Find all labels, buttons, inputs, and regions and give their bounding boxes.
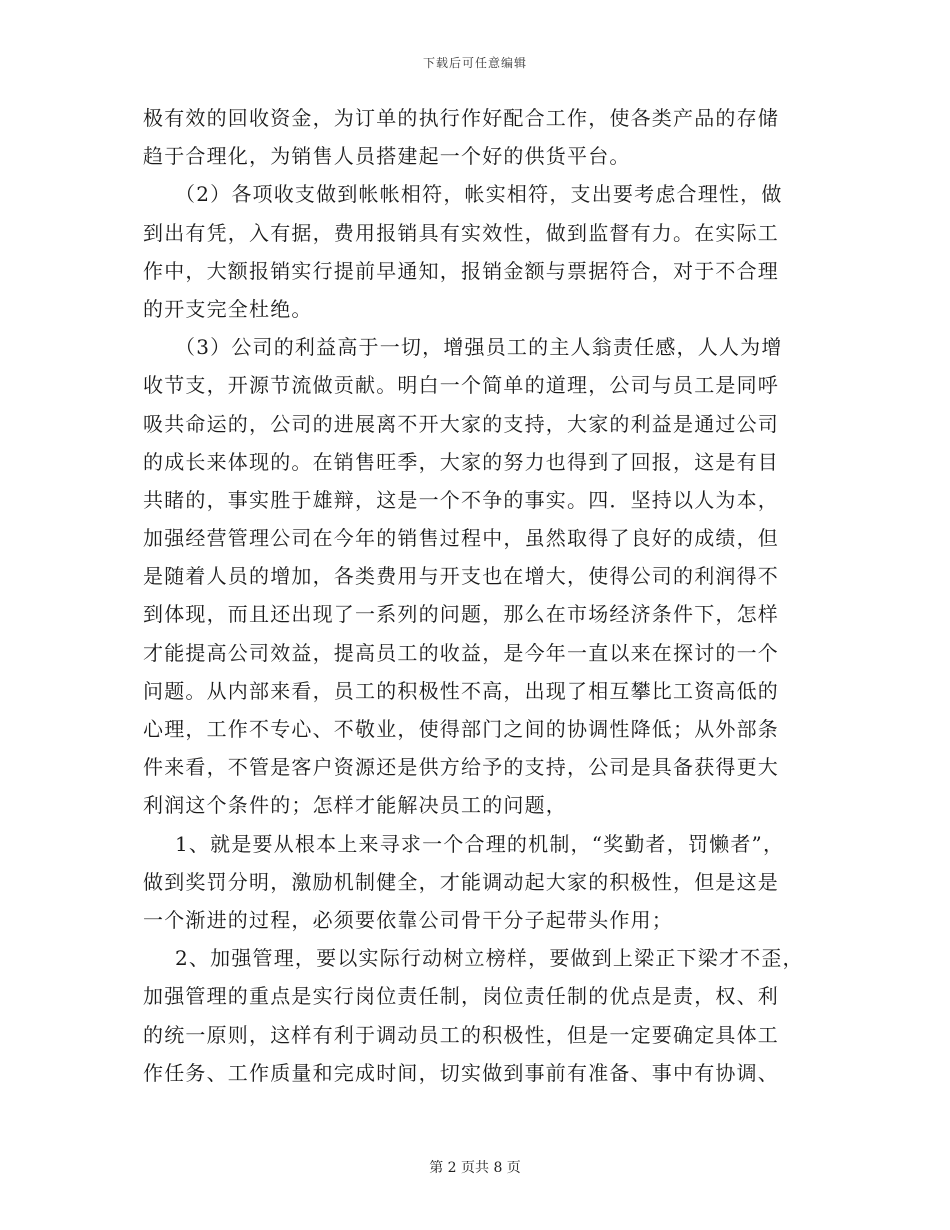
paragraph-start-line: 2、加强管理，要以实际行动树立榜样，要做到上梁正下梁才不歪， bbox=[175, 946, 804, 971]
text-line: 才能提高公司效益，提高员工的收益，是今年一直以来在探讨的一个 bbox=[143, 640, 779, 665]
text-line: 到体现，而且还出现了一系列的问题，那么在市场经济条件下，怎样 bbox=[143, 602, 779, 627]
page-number-footer: 第 2 页共 8 页 bbox=[429, 1160, 521, 1176]
paragraph-start-line: （2）各项收支做到帐帐相符，帐实相符，支出要考虑合理性，做 bbox=[175, 182, 783, 207]
text-line: 利润这个条件的；怎样才能解决员工的问题， bbox=[143, 793, 567, 818]
text-line: 的开支完全杜绝。 bbox=[143, 296, 313, 321]
text-line: 加强管理的重点是实行岗位责任制，岗位责任制的优点是责，权、利 bbox=[143, 984, 779, 1009]
text-line: 的成长来体现的。在销售旺季，大家的努力也得到了回报，这是有目 bbox=[143, 449, 779, 474]
text-line: 收节支，开源节流做贡献。明白一个简单的道理，公司与员工是同呼 bbox=[143, 373, 779, 398]
text-line: 作任务、工作质量和完成时间，切实做到事前有准备、事中有协调、 bbox=[143, 1060, 779, 1085]
text-line: 一个渐进的过程，必须要依靠公司骨干分子起带头作用； bbox=[143, 907, 673, 932]
text-line: 的统一原则，这样有利于调动员工的积极性，但是一定要确定具体工 bbox=[143, 1022, 779, 1047]
text-line: 心理，工作不专心、不敬业，使得部门之间的协调性降低；从外部条 bbox=[143, 717, 779, 741]
page-header: 下载后可任意编辑 bbox=[422, 56, 527, 70]
paragraph-start-line: （3）公司的利益高于一切，增强员工的主人翁责任感，人人为增 bbox=[175, 335, 783, 360]
text-line: 问题。从内部来看，员工的积极性不高，出现了相互攀比工资高低的 bbox=[143, 678, 779, 703]
text-line: 吸共命运的，公司的进展离不开大家的支持，大家的利益是通过公司 bbox=[143, 411, 779, 436]
paragraph-start-line: 1、就是要从根本上来寻求一个合理的机制，“奖勤者，罚懒者”， bbox=[175, 831, 785, 856]
text-line: 是随着人员的增加，各类费用与开支也在增大，使得公司的利润得不 bbox=[143, 564, 779, 589]
text-line: 到出有凭，入有据，费用报销具有实效性，做到监督有力。在实际工 bbox=[143, 220, 779, 245]
text-line: 件来看，不管是客户资源还是供方给予的支持，公司是具备获得更大 bbox=[143, 755, 779, 780]
text-line: 趋于合理化，为销售人员搭建起一个好的供货平台。 bbox=[143, 144, 631, 169]
text-line: 作中，大额报销实行提前早通知，报销金额与票据符合，对于不合理 bbox=[143, 258, 779, 283]
text-line: 极有效的回收资金，为订单的执行作好配合工作，使各类产品的存储 bbox=[143, 106, 779, 130]
text-line: 做到奖罚分明，激励机制健全，才能调动起大家的积极性，但是这是 bbox=[143, 869, 779, 894]
text-line: 加强经营管理公司在今年的销售过程中，虽然取得了良好的成绩，但 bbox=[143, 526, 779, 551]
text-line: 共睹的，事实胜于雄辩，这是一个不争的事实。四．坚持以人为本， bbox=[143, 487, 779, 512]
document-body bbox=[143, 108, 807, 1101]
